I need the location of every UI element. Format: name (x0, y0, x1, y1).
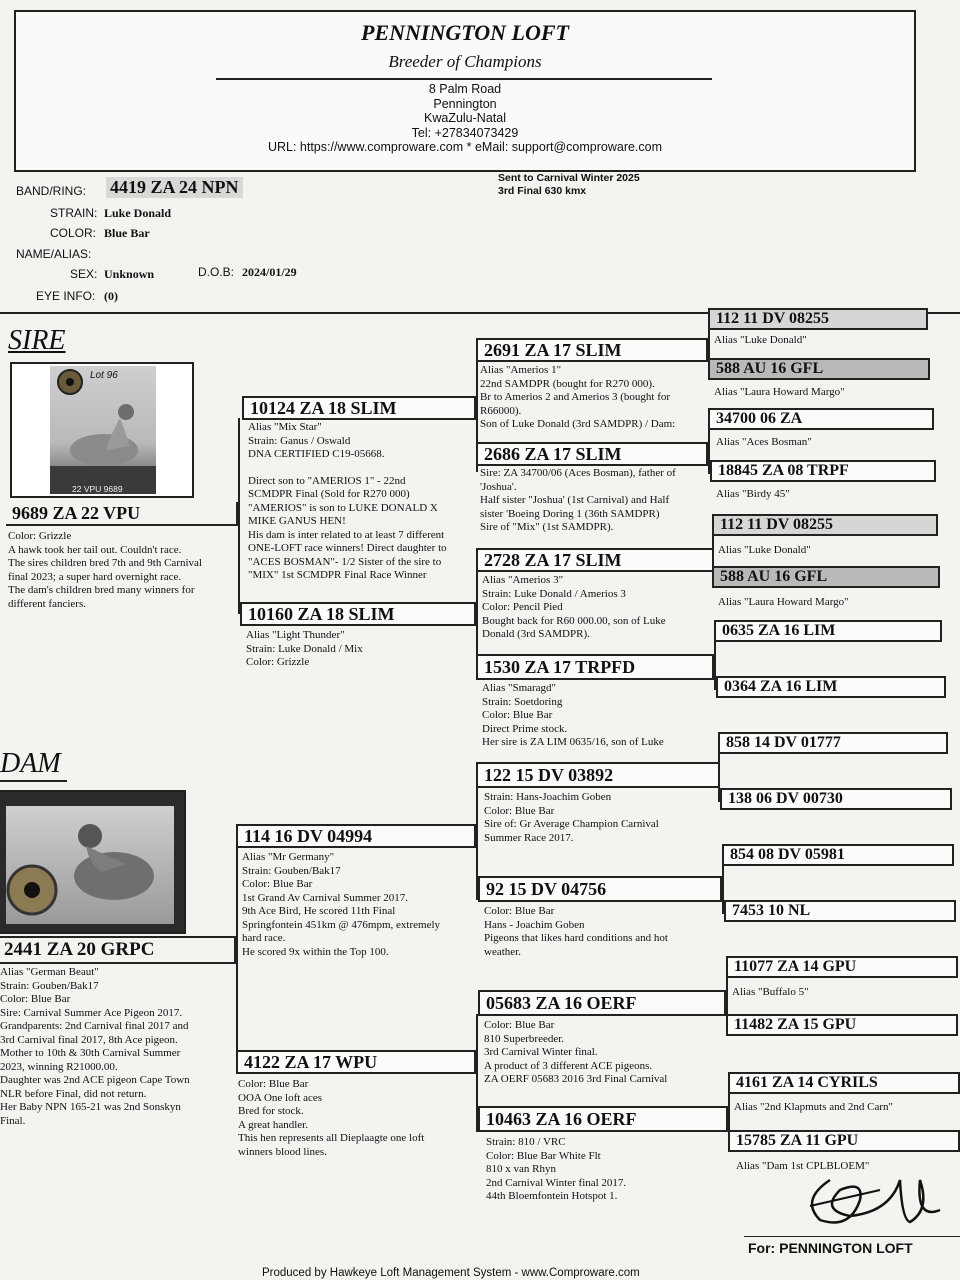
gen2-notes (242, 851, 476, 959)
address-block (0, 82, 930, 155)
gen4-alias: Alias "Luke Donald" (718, 544, 811, 556)
note-line: Pigeons that likes hard conditions and hot (484, 932, 668, 944)
note-line: The sires children bred 7th and 9th Carnival (8, 557, 202, 569)
signature-rule (744, 1236, 960, 1237)
note-line: He scored 9x within the Top 100. (242, 945, 389, 958)
gen3-ring-cell (478, 990, 726, 1016)
gen4-ring: 588 AU 16 GFL (716, 360, 824, 377)
note-line: sister 'Boeing Doring 1 (36th SAMDPR) (480, 507, 660, 520)
note-line: winners blood lines. (238, 1145, 327, 1158)
gen4-ring: 15785 ZA 11 GPU (736, 1132, 859, 1149)
note-line: 9th Ace Bird, He scored 11th Final (242, 905, 396, 917)
gen3-ring: 2686 ZA 17 SLIM (484, 443, 622, 464)
note-line: Strain: Soetdoring (482, 695, 563, 708)
note-line: Half sister "Joshua' (1st Carnival) and Half (480, 494, 670, 506)
gen3-notes (482, 574, 714, 642)
dam-ring: 2441 ZA 20 GRPC (4, 939, 155, 960)
note-line: Summer Race 2017. (484, 831, 574, 844)
gen3-notes (484, 905, 718, 959)
note-line: Alias "Amerios 1" (480, 364, 562, 376)
dam-photo (6, 806, 174, 924)
note-line: Color: Grizzle (246, 656, 310, 668)
connector (238, 418, 240, 614)
note-line: Strain: Luke Donald / Mix (246, 642, 363, 655)
gen3-notes (486, 1136, 722, 1204)
gen2-ring: 10160 ZA 18 SLIM (248, 603, 395, 624)
gen4-ring-cell (712, 566, 940, 588)
note-line: Alias "German Beaut" (0, 966, 99, 978)
gen2-notes (246, 629, 476, 670)
gen2-ring-cell (240, 602, 476, 626)
contact-line: URL: https://www.comproware.com * eMail: support@comproware.com (267, 140, 663, 154)
note-line: Bought back for R60 000.00, son of Luke (482, 614, 666, 627)
note-line: 22nd SAMDPR (bought for R270 000). (480, 377, 655, 390)
gen4-ring-cell (724, 900, 956, 922)
address-line: Tel: +27834073429 (411, 125, 519, 140)
name-label: NAME/ALIAS: (16, 247, 92, 261)
note-line: Bred for stock. (238, 1105, 304, 1117)
gen3-ring: 92 15 DV 04756 (486, 878, 607, 899)
note-line: Color: Blue Bar (484, 804, 555, 817)
sire-ring-cell (6, 502, 238, 526)
note-line: 3rd Carnival final 2017, 8th Ace pigeon. (0, 1033, 178, 1046)
gen3-notes (480, 467, 712, 535)
loft-name: PENNINGTON LOFT (361, 20, 569, 45)
sire-notes (8, 530, 240, 611)
note-line: 2nd Carnival Winter final 2017. (486, 1176, 627, 1189)
note-line: 'Joshua'. (480, 480, 517, 493)
gen4-ring: 112 11 DV 08255 (720, 516, 834, 533)
gen4-ring: 0635 ZA 16 LIM (722, 622, 836, 639)
strain-value: Luke Donald (104, 206, 172, 220)
pigeon-icon (50, 366, 156, 494)
gen4-ring: 7453 10 NL (732, 902, 811, 919)
note-line: 1st Grand Av Carnival Summer 2017. (242, 891, 408, 904)
gen2-ring-cell (236, 824, 476, 848)
note-line: A hawk took her tail out. Couldn't race. (8, 543, 182, 556)
gen4-alias: Alias "Birdy 45" (716, 488, 790, 500)
gen4-ring-cell (722, 844, 954, 866)
note-line: different fanciers. (8, 597, 86, 610)
gen4-ring-cell (728, 1072, 960, 1094)
gen2-notes (248, 421, 478, 583)
note-line: Grandparents: 2nd Carnival final 2017 and (0, 1020, 189, 1032)
gen4-alias: Alias "Aces Bosman" (716, 436, 812, 448)
sex-label: SEX: (70, 267, 98, 281)
note-line: This hen represents all Dieplaagte one loft (238, 1132, 425, 1144)
note-line: Sire of "Mix" (1st SAMDPR). (480, 521, 614, 533)
gen3-ring-cell (476, 442, 708, 466)
note-line: His dam is inter related to at least 7 different (248, 528, 445, 541)
gen4-ring-cell (726, 956, 958, 978)
gen4-ring: 34700 06 ZA (716, 410, 803, 427)
note-line: Color: Blue Bar (484, 1019, 555, 1031)
gen4-ring: 858 14 DV 01777 (726, 734, 841, 751)
note-line: Mother to 10th & 30th Carnival Summer (0, 1047, 181, 1059)
gen4-alias: Alias "Buffalo 5" (732, 986, 809, 998)
note-line: DNA CERTIFIED C19-05668. (248, 448, 385, 460)
gen3-ring: 05683 ZA 16 OERF (486, 992, 637, 1013)
note-line: R66000). (480, 404, 522, 417)
note-line: 2023, winning R21000.00. (0, 1060, 118, 1073)
gen4-alias: Alias "Dam 1st CPLBLOEM" (736, 1160, 870, 1172)
note-line: ONE-LOFT race winners! Direct daughter to (248, 542, 447, 554)
gen4-ring-cell (718, 732, 948, 754)
note-line: "AMERIOS" is son to LUKE DONALD X (248, 501, 438, 514)
note-line: Strain: Ganus / Oswald (248, 434, 351, 447)
band-label: BAND/RING: (16, 184, 87, 198)
note-line: Alias "Amerios 3" (482, 574, 564, 586)
note-line: Her sire is ZA LIM 0635/16, son of Luke (482, 736, 664, 748)
gen4-ring: 18845 ZA 08 TRPF (718, 462, 849, 479)
race-note-1: Sent to Carnival Winter 2025 (498, 172, 640, 184)
gen3-ring-cell (476, 548, 714, 572)
note-line: "MIX" 1st SCMDPR Final Race Winner (248, 569, 427, 581)
dob-label: D.O.B: (198, 265, 235, 279)
note-line: Final. (0, 1114, 26, 1127)
gen4-ring: 854 08 DV 05981 (730, 846, 845, 863)
note-line: Color: Pencil Pied (482, 601, 563, 613)
gen4-alias: Alias "2nd Klapmuts and 2nd Carn" (734, 1101, 893, 1113)
note-line: Sire of: Gr Average Champion Carnival (484, 818, 659, 830)
note-line: "ACES BOSMAN"- 1/2 Sister of the sire to (248, 555, 442, 568)
gen3-ring: 2728 ZA 17 SLIM (484, 549, 622, 570)
pigeon-icon (6, 806, 174, 924)
signature (790, 1150, 960, 1240)
gen4-alias: Alias "Laura Howard Margo" (714, 386, 845, 398)
gen4-ring: 4161 ZA 14 CYRILS (736, 1074, 878, 1091)
gen4-ring-cell (720, 788, 952, 810)
note-line: The dam's children bred many winners for (8, 584, 195, 596)
gen2-ring: 114 16 DV 04994 (244, 825, 373, 846)
sex-value: Unknown (104, 267, 155, 281)
note-line: Sire: ZA 34700/06 (Aces Bosman), father of (480, 467, 676, 479)
note-line: hard race. (242, 932, 286, 944)
note-line: Springfontein 451km @ 476mpm, extremely (242, 918, 441, 931)
gen2-ring: 10124 ZA 18 SLIM (250, 397, 397, 418)
gen3-ring-cell (476, 338, 708, 362)
gen4-ring-cell (712, 514, 938, 536)
note-line: Strain: Gouben/Bak17 (0, 979, 99, 992)
color-value: Blue Bar (104, 226, 150, 240)
gen3-ring-cell (478, 876, 722, 902)
gen4-alias: Alias "Laura Howard Margo" (718, 596, 849, 608)
sire-photo-lot: Lot 96 (90, 370, 118, 381)
note-line: Color: Blue Bar (0, 993, 71, 1005)
eye-value: (0) (104, 289, 118, 303)
gen2-notes (238, 1078, 476, 1159)
note-line: Direct Prime stock. (482, 722, 568, 735)
sire-heading: SIRE (8, 325, 66, 356)
gen3-notes (482, 682, 714, 750)
note-line: Alias "Light Thunder" (246, 629, 345, 641)
dob-value: 2024/01/29 (242, 265, 297, 279)
note-line: Alias "Smaragd" (482, 682, 557, 694)
note-line: Sire: Carnival Summer Ace Pigeon 2017. (0, 1006, 183, 1019)
address-line: Pennington (433, 96, 497, 111)
gen3-ring-cell (476, 762, 720, 788)
note-line: Daughter was 2nd ACE pigeon Cape Town (0, 1074, 190, 1086)
note-line: Strain: Hans-Joachim Goben (484, 791, 612, 803)
gen4-ring-cell (708, 408, 934, 430)
note-line: Direct son to "AMERIOS 1" - 22nd (248, 474, 406, 487)
note-line: Alias "Mix Star" (248, 421, 322, 433)
gen4-ring-cell (708, 308, 928, 330)
note-line: A product of 3 different ACE pigeons. (484, 1059, 653, 1072)
note-line: Strain: Luke Donald / Amerios 3 (482, 587, 626, 600)
note-line: 810 Superbreeder. (484, 1032, 565, 1045)
note-line: Alias "Mr Germany" (242, 851, 335, 863)
dam-heading: DAM (0, 748, 67, 782)
gen4-ring: 0364 ZA 16 LIM (724, 678, 838, 695)
gen3-ring: 10463 ZA 16 OERF (486, 1108, 637, 1129)
note-line (248, 462, 478, 475)
gen4-ring: 11077 ZA 14 GPU (734, 958, 857, 975)
note-line: Color: Blue Bar (482, 709, 553, 721)
gen4-ring: 588 AU 16 GFL (720, 568, 828, 585)
note-line: Donald (3rd SAMDPR). (482, 628, 590, 640)
sire-photo (50, 366, 156, 494)
note-line: 3rd Carnival Winter final. (484, 1046, 598, 1058)
color-label: COLOR: (50, 226, 97, 240)
note-line: 44th Bloemfontein Hotspot 1. (486, 1190, 618, 1202)
band-value: 4419 ZA 24 NPN (106, 177, 243, 198)
address-line: 8 Palm Road (428, 82, 502, 96)
gen2-ring-cell (236, 1050, 476, 1074)
note-line: Br to Amerios 2 and Amerios 3 (bought for (480, 391, 671, 403)
gen3-ring: 2691 ZA 17 SLIM (484, 339, 622, 360)
gen4-ring-cell (708, 358, 930, 380)
gen4-ring-cell (726, 1014, 958, 1036)
tagline: Breeder of Champions (388, 52, 542, 71)
note-line: weather. (484, 945, 521, 958)
note-line: 810 x van Rhyn (486, 1163, 556, 1175)
gen4-ring: 138 06 DV 00730 (728, 790, 843, 807)
note-line: Color: Blue Bar (484, 905, 555, 917)
note-line: Color: Blue Bar (238, 1078, 309, 1090)
note-line: Color: Blue Bar (242, 878, 313, 890)
gen3-ring-cell (478, 1106, 728, 1132)
gen4-ring-cell (710, 460, 936, 482)
gen3-notes (484, 791, 716, 845)
note-line: NLR before Final, did not return. (0, 1087, 147, 1100)
gen3-ring: 1530 ZA 17 TRPFD (484, 656, 636, 677)
strain-label: STRAIN: (50, 206, 98, 220)
dam-notes (0, 966, 234, 1128)
note-line: final 2023; a super hard overnight race. (8, 570, 182, 583)
header-rule (216, 78, 712, 80)
note-line: Strain: Gouben/Bak17 (242, 864, 341, 877)
gen4-ring: 112 11 DV 08255 (716, 310, 830, 327)
note-line: Her Baby NPN 165-21 was 2nd Sonskyn (0, 1101, 181, 1113)
note-line: Color: Blue Bar White Flt (486, 1149, 601, 1162)
eye-label: EYE INFO: (36, 289, 96, 303)
dam-ring-cell (0, 936, 236, 964)
connector (236, 838, 238, 1068)
note-line: MIKE GANUS HEN! (248, 515, 346, 527)
gen4-ring: 11482 ZA 15 GPU (734, 1016, 857, 1033)
gen3-ring: 122 15 DV 03892 (484, 764, 614, 785)
gen4-ring-cell (716, 676, 946, 698)
gen3-notes (480, 364, 712, 432)
note-line: Color: Grizzle (8, 530, 72, 542)
address-line: KwaZulu-Natal (424, 111, 506, 125)
sire-ring: 9689 ZA 22 VPU (12, 502, 141, 523)
produced-by: Produced by Hawkeye Loft Management System - www.Comproware.com (262, 1267, 640, 1279)
race-note-2: 3rd Final 630 kmx (498, 185, 587, 197)
note-line: Strain: 810 / VRC (486, 1136, 566, 1148)
gen2-ring: 4122 ZA 17 WPU (244, 1051, 378, 1072)
gen3-ring-cell (476, 654, 714, 680)
note-line: OOA One loft aces (238, 1091, 323, 1104)
gen3-notes (484, 1019, 722, 1087)
signed-for: For: PENNINGTON LOFT (748, 1240, 913, 1256)
gen4-ring-cell (728, 1130, 960, 1152)
gen4-alias: Alias "Luke Donald" (714, 334, 807, 346)
note-line: Son of Luke Donald (3rd SAMDPR) / Dam: (480, 418, 676, 430)
note-line: Hans - Joachim Goben (484, 918, 585, 931)
gen2-ring-cell (242, 396, 476, 420)
note-line: ZA OERF 05683 2016 3rd Final Carnival (484, 1073, 668, 1085)
sire-photo-ring: 22 VPU 9689 (72, 484, 123, 494)
note-line: SCMDPR Final (Sold for R270 000) (248, 488, 410, 500)
note-line: A great handler. (238, 1118, 308, 1131)
gen4-ring-cell (714, 620, 942, 642)
